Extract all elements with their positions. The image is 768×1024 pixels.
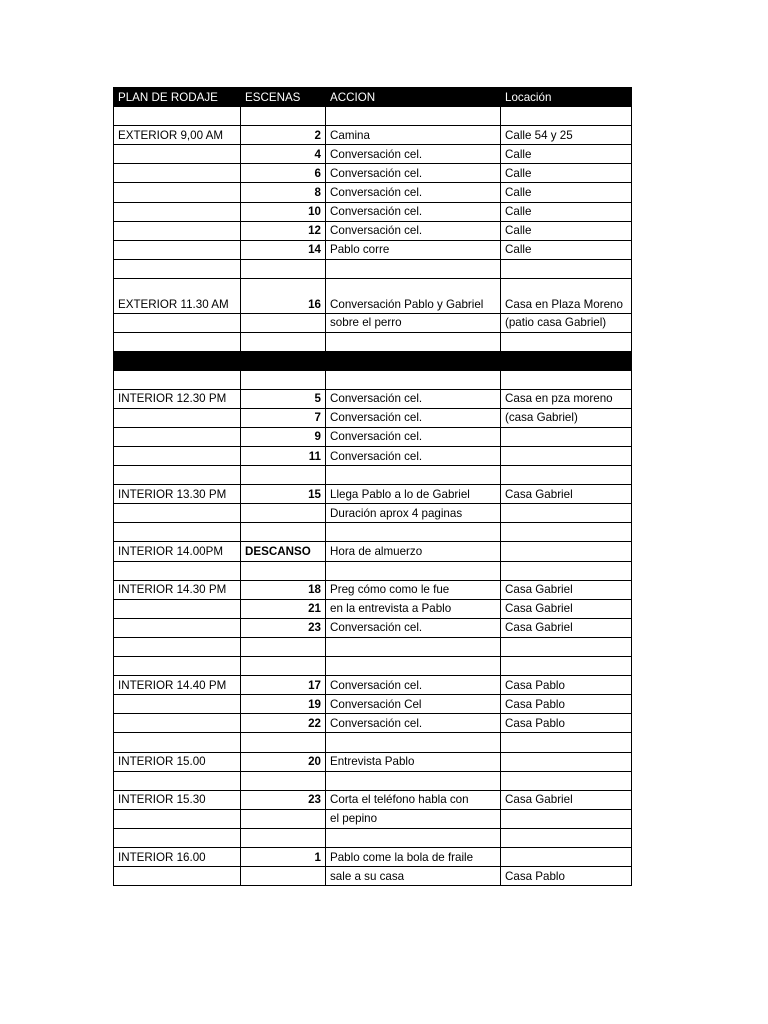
locacion-cell: Calle: [501, 145, 632, 164]
locacion-cell: Casa en pza moreno: [501, 389, 632, 408]
separator-row: [114, 352, 632, 371]
plan-cell: [114, 313, 241, 332]
escena-cell: 21: [241, 599, 326, 618]
plan-cell: INTERIOR 15.30: [114, 790, 241, 809]
plan-cell: [114, 561, 241, 580]
locacion-cell: [501, 771, 632, 790]
locacion-cell: [501, 847, 632, 866]
plan-cell: [114, 427, 241, 446]
escena-cell: 11: [241, 447, 326, 466]
table-row: [114, 809, 632, 828]
escena-cell: [241, 657, 326, 676]
locacion-cell: Calle: [501, 240, 632, 259]
table-row: [114, 542, 632, 561]
plan-cell: [114, 333, 241, 352]
escena-cell: 23: [241, 790, 326, 809]
locacion-cell: Calle: [501, 202, 632, 221]
locacion-cell: [501, 828, 632, 847]
escena-cell: 18: [241, 580, 326, 599]
shooting-schedule-table: [113, 87, 632, 886]
table-row: [114, 790, 632, 809]
locacion-cell: (patio casa Gabriel): [501, 313, 632, 332]
plan-cell: EXTERIOR 11.30 AM: [114, 278, 241, 313]
escena-cell: [241, 637, 326, 656]
accion-cell: Pablo come la bola de fraile: [326, 847, 501, 866]
accion-cell: [326, 828, 501, 847]
header-escenas: ESCENAS: [241, 88, 326, 107]
escena-cell: [241, 259, 326, 278]
locacion-cell: [501, 447, 632, 466]
plan-cell: [114, 504, 241, 523]
table-row: [114, 389, 632, 408]
escena-cell: [241, 867, 326, 886]
plan-cell: [114, 714, 241, 733]
accion-cell: Conversación Cel: [326, 695, 501, 714]
table-row: [114, 126, 632, 145]
table-row: [114, 523, 632, 542]
plan-cell: [114, 657, 241, 676]
escena-cell: 6: [241, 164, 326, 183]
table-row: [114, 427, 632, 446]
accion-cell: sobre el perro: [326, 313, 501, 332]
accion-cell: Conversación cel.: [326, 427, 501, 446]
locacion-cell: [501, 733, 632, 752]
table-row: [114, 313, 632, 332]
escena-cell: 23: [241, 618, 326, 637]
locacion-cell: Calle 54 y 25: [501, 126, 632, 145]
escena-cell: 7: [241, 408, 326, 427]
plan-cell: [114, 240, 241, 259]
escena-cell: [241, 504, 326, 523]
table-row: [114, 828, 632, 847]
accion-cell: Hora de almuerzo: [326, 542, 501, 561]
plan-cell: [114, 733, 241, 752]
accion-cell: el pepino: [326, 809, 501, 828]
table-row: [114, 867, 632, 886]
escena-cell: [241, 107, 326, 126]
plan-cell: [114, 370, 241, 389]
plan-cell: INTERIOR 12.30 PM: [114, 389, 241, 408]
escena-cell: [241, 809, 326, 828]
locacion-cell: Calle: [501, 183, 632, 202]
accion-cell: Corta el teléfono habla con: [326, 790, 501, 809]
header-plan: PLAN DE RODAJE: [114, 88, 241, 107]
plan-cell: [114, 695, 241, 714]
table-row: [114, 221, 632, 240]
table-row: [114, 504, 632, 523]
table-row: [114, 240, 632, 259]
table-row: [114, 202, 632, 221]
table-header-row: [114, 88, 632, 107]
table-row: [114, 714, 632, 733]
locacion-cell: [501, 752, 632, 771]
table-row: [114, 657, 632, 676]
escena-cell: 1: [241, 847, 326, 866]
accion-cell: [326, 107, 501, 126]
escena-cell: DESCANSO: [241, 542, 326, 561]
escena-cell: 12: [241, 221, 326, 240]
accion-cell: Conversación cel.: [326, 221, 501, 240]
table-row: [114, 637, 632, 656]
locacion-cell: Casa Gabriel: [501, 790, 632, 809]
plan-cell: [114, 599, 241, 618]
accion-cell: [326, 637, 501, 656]
locacion-cell: Casa Pablo: [501, 676, 632, 695]
escena-cell: 15: [241, 485, 326, 504]
separator-cell: [114, 352, 241, 371]
locacion-cell: [501, 542, 632, 561]
table-row: [114, 259, 632, 278]
table-body: [114, 107, 632, 886]
locacion-cell: [501, 561, 632, 580]
plan-cell: [114, 164, 241, 183]
escena-cell: [241, 313, 326, 332]
accion-cell: Conversación cel.: [326, 389, 501, 408]
plan-cell: [114, 408, 241, 427]
accion-cell: Conversación cel.: [326, 145, 501, 164]
locacion-cell: [501, 370, 632, 389]
separator-cell: [241, 352, 326, 371]
plan-cell: [114, 202, 241, 221]
accion-cell: [326, 733, 501, 752]
locacion-cell: [501, 333, 632, 352]
escena-cell: 4: [241, 145, 326, 164]
escena-cell: [241, 466, 326, 485]
locacion-cell: Casa Pablo: [501, 867, 632, 886]
plan-cell: INTERIOR 14.00PM: [114, 542, 241, 561]
escena-cell: 20: [241, 752, 326, 771]
accion-cell: [326, 466, 501, 485]
locacion-cell: Casa Gabriel: [501, 580, 632, 599]
escena-cell: 8: [241, 183, 326, 202]
table-row: [114, 145, 632, 164]
locacion-cell: (casa Gabriel): [501, 408, 632, 427]
table-row: [114, 676, 632, 695]
table-row: [114, 408, 632, 427]
accion-cell: [326, 561, 501, 580]
escena-cell: [241, 523, 326, 542]
plan-cell: [114, 259, 241, 278]
escena-cell: 2: [241, 126, 326, 145]
accion-cell: Camina: [326, 126, 501, 145]
escena-cell: 14: [241, 240, 326, 259]
escena-cell: 10: [241, 202, 326, 221]
escena-cell: [241, 370, 326, 389]
locacion-cell: [501, 809, 632, 828]
plan-cell: [114, 183, 241, 202]
locacion-cell: [501, 427, 632, 446]
accion-cell: Llega Pablo a lo de Gabriel: [326, 485, 501, 504]
table-row: [114, 561, 632, 580]
accion-cell: Conversación cel.: [326, 618, 501, 637]
plan-cell: INTERIOR 14.30 PM: [114, 580, 241, 599]
plan-cell: [114, 107, 241, 126]
plan-cell: [114, 867, 241, 886]
accion-cell: [326, 657, 501, 676]
locacion-cell: Casa Pablo: [501, 695, 632, 714]
accion-cell: [326, 370, 501, 389]
table-row: [114, 618, 632, 637]
table-row: [114, 164, 632, 183]
escena-cell: 17: [241, 676, 326, 695]
escena-cell: [241, 561, 326, 580]
header-locacion: Locación: [501, 88, 632, 107]
escena-cell: 16: [241, 278, 326, 313]
accion-cell: Conversación cel.: [326, 714, 501, 733]
locacion-cell: [501, 466, 632, 485]
locacion-cell: Calle: [501, 221, 632, 240]
table-row: [114, 466, 632, 485]
table-row: [114, 752, 632, 771]
accion-cell: en la entrevista a Pablo: [326, 599, 501, 618]
accion-cell: Duración aprox 4 paginas: [326, 504, 501, 523]
locacion-cell: Casa en Plaza Moreno: [501, 278, 632, 313]
plan-cell: [114, 447, 241, 466]
locacion-cell: Casa Gabriel: [501, 485, 632, 504]
table-row: [114, 847, 632, 866]
table-row: [114, 447, 632, 466]
accion-cell: sale a su casa: [326, 867, 501, 886]
accion-cell: Conversación cel.: [326, 676, 501, 695]
table-row: [114, 733, 632, 752]
plan-cell: [114, 828, 241, 847]
table-row: [114, 278, 632, 313]
plan-cell: INTERIOR 16.00: [114, 847, 241, 866]
plan-cell: [114, 145, 241, 164]
plan-cell: EXTERIOR 9,00 AM: [114, 126, 241, 145]
table-row: [114, 183, 632, 202]
accion-cell: [326, 771, 501, 790]
plan-cell: [114, 221, 241, 240]
locacion-cell: Casa Gabriel: [501, 599, 632, 618]
locacion-cell: [501, 657, 632, 676]
locacion-cell: Casa Pablo: [501, 714, 632, 733]
accion-cell: Conversación cel.: [326, 164, 501, 183]
separator-cell: [326, 352, 501, 371]
table-row: [114, 370, 632, 389]
escena-cell: 22: [241, 714, 326, 733]
accion-cell: [326, 333, 501, 352]
locacion-cell: [501, 504, 632, 523]
accion-cell: Conversación cel.: [326, 183, 501, 202]
locacion-cell: [501, 637, 632, 656]
accion-cell: Conversación Pablo y Gabriel: [326, 278, 501, 313]
accion-cell: [326, 259, 501, 278]
accion-cell: Pablo corre: [326, 240, 501, 259]
escena-cell: [241, 771, 326, 790]
accion-cell: Conversación cel.: [326, 408, 501, 427]
locacion-cell: [501, 107, 632, 126]
plan-cell: [114, 466, 241, 485]
plan-cell: INTERIOR 14.40 PM: [114, 676, 241, 695]
plan-cell: [114, 809, 241, 828]
accion-cell: [326, 523, 501, 542]
table-row: [114, 580, 632, 599]
locacion-cell: Casa Gabriel: [501, 618, 632, 637]
plan-cell: INTERIOR 15.00: [114, 752, 241, 771]
table-row: [114, 333, 632, 352]
accion-cell: Entrevista Pablo: [326, 752, 501, 771]
table-row: [114, 771, 632, 790]
plan-cell: [114, 523, 241, 542]
accion-cell: Preg cómo como le fue: [326, 580, 501, 599]
plan-cell: INTERIOR 13.30 PM: [114, 485, 241, 504]
accion-cell: Conversación cel.: [326, 202, 501, 221]
accion-cell: Conversación cel.: [326, 447, 501, 466]
table-row: [114, 485, 632, 504]
escena-cell: [241, 733, 326, 752]
plan-cell: [114, 771, 241, 790]
table-row: [114, 695, 632, 714]
escena-cell: 19: [241, 695, 326, 714]
escena-cell: 5: [241, 389, 326, 408]
plan-cell: [114, 618, 241, 637]
header-accion: ACCION: [326, 88, 501, 107]
escena-cell: [241, 828, 326, 847]
plan-cell: [114, 637, 241, 656]
escena-cell: [241, 333, 326, 352]
locacion-cell: [501, 259, 632, 278]
locacion-cell: [501, 523, 632, 542]
separator-cell: [501, 352, 632, 371]
table-row: [114, 107, 632, 126]
escena-cell: 9: [241, 427, 326, 446]
table-row: [114, 599, 632, 618]
locacion-cell: Calle: [501, 164, 632, 183]
